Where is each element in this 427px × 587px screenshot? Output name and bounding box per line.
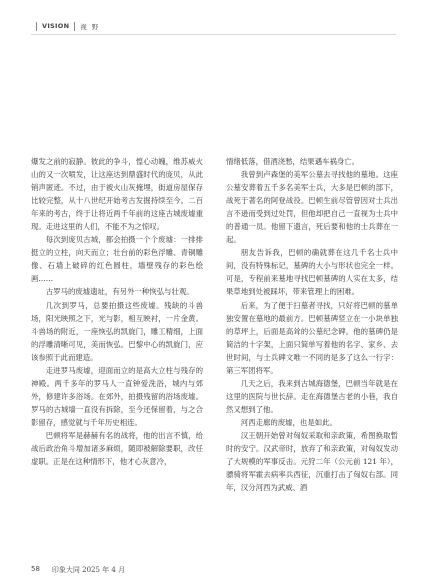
publication-info: 印象大同 2025 年 4 月 xyxy=(51,566,126,574)
paragraph: 河西走廊的废墟，也是如此。 xyxy=(240,417,337,427)
header-rule xyxy=(31,34,396,35)
right-column xyxy=(226,155,398,494)
paragraph: 情绪低落，借酒浇愁，结果遇车祸身亡。 xyxy=(226,157,360,166)
paragraph: 后来，为了便于扫墓者寻找，只好将巴顿的墓单独安置在墓地的最前方。巴顿墓碑竖立在一小块单独的草坪上，后面是高耸的公墓纪念碑。他的墓碑仍是简洁的十字架，上面只简单写着他的名字、家乡、去世时间，与士兵碑文唯一不同的是多了这么一行字：第三军团将军。 xyxy=(226,300,398,375)
page-footer xyxy=(31,565,125,575)
paragraph: 每次到庞贝古城，都会拍摄一个个废墟：一排排挺立的立柱，向天而立；壮台前的彩色浮雕、青铜雕像、石墙上破碎的红色圆柱，墙壁残存的彩色绘画…… xyxy=(31,235,203,284)
paragraph: 朋友告诉我，巴顿的确就葬在这几千名士兵中间，没有特殊标记，墓碑的大小与形状也完全一样。可是，专程前来墓地寻找巴顿墓碑的人实在太多，结果草地到处被踩坏，带来管理上的困难。 xyxy=(226,248,398,297)
header-divider-bar xyxy=(36,22,37,31)
paragraph: 古罗马的废墟遗址，有另外一种恢弘与壮观。 xyxy=(45,287,194,297)
section-label: VISION xyxy=(42,22,70,30)
header-divider-bar xyxy=(74,22,75,31)
paragraph: 走进罗马废墟，迎面而立的是高大立柱与残存的神殿。两千多年的罗马人一直钟爱洗浴，城内与郊外，修建许多浴场。在郊外，拍摄残留的浴场废墟。罗马的古城墙一直没有拆除，至今还保留着，与之合影留存，感觉就与千年历史相连。 xyxy=(31,365,203,427)
paragraph: 几天之后，我来到古城海德堡，巴顿当年就是在这里的医院与世长辞。走在海德堡古老的小巷，我自然又想到了他。 xyxy=(226,378,398,414)
left-column xyxy=(31,155,203,468)
page-number: 58 xyxy=(31,565,40,573)
paragraph: 巴顿将军是赫赫有名的战将，他的出言不慎，给战后政治角斗增加诸多麻烦，随即被解除要职，改任虚职。正是在这种情形下，他才心灰意冷， xyxy=(31,430,203,467)
paragraph: 几次到罗马，总要拍摄这些废墟。残缺的斗兽场，阳光映照之下，光与影，相互映衬，一片金黄。斗兽场的附近，一座恢弘的凯旋门，雕工精细，上面的浮雕清晰可见，美而恢弘。巴黎中心的凯旋门，应该参照于此而建造。 xyxy=(31,300,203,362)
page-header xyxy=(31,20,100,32)
paragraph: 爆发之前的寂静。彼此的争斗，惶心动魄，维苏威火山的又一次喷发，让这座达到鼎盛时代的庞贝，从此销声匿迹。不过，由于被火山灰掩埋，街道房屋保存比较完整，从十八世纪开始考古发掘持续至今。二百年来的考古，终于让将近两千年前的这座古城废墟重现。走进这里的人们，不能不为之惊叹。 xyxy=(31,157,203,232)
paragraph: 汉王朝开始曾对匈奴采取和亲政策，希图换取暂时的安宁。汉武帝时，放弃了和亲政策，对匈奴发动了大规模的军事反击。元狩二年（公元前 121 年），骠骑将军霍去病率兵西征，沉重打击了匈奴右部。同年，汉分河西为武威、酒 xyxy=(226,430,398,493)
subsection-label: 视 野 xyxy=(80,22,100,31)
paragraph: 我曾到卢森堡的美军公墓去寻找他的墓地。这座公墓安葬着五千多名美军士兵，大多是巴顿的部下，战死于著名的阿登战役。巴顿生前尽管曾因对士兵出言不逊而受到过处罚，但他却把自己一直视为士兵中的普通一员。他留下遗言，死后要和他的士兵葬在一起。 xyxy=(226,170,398,245)
